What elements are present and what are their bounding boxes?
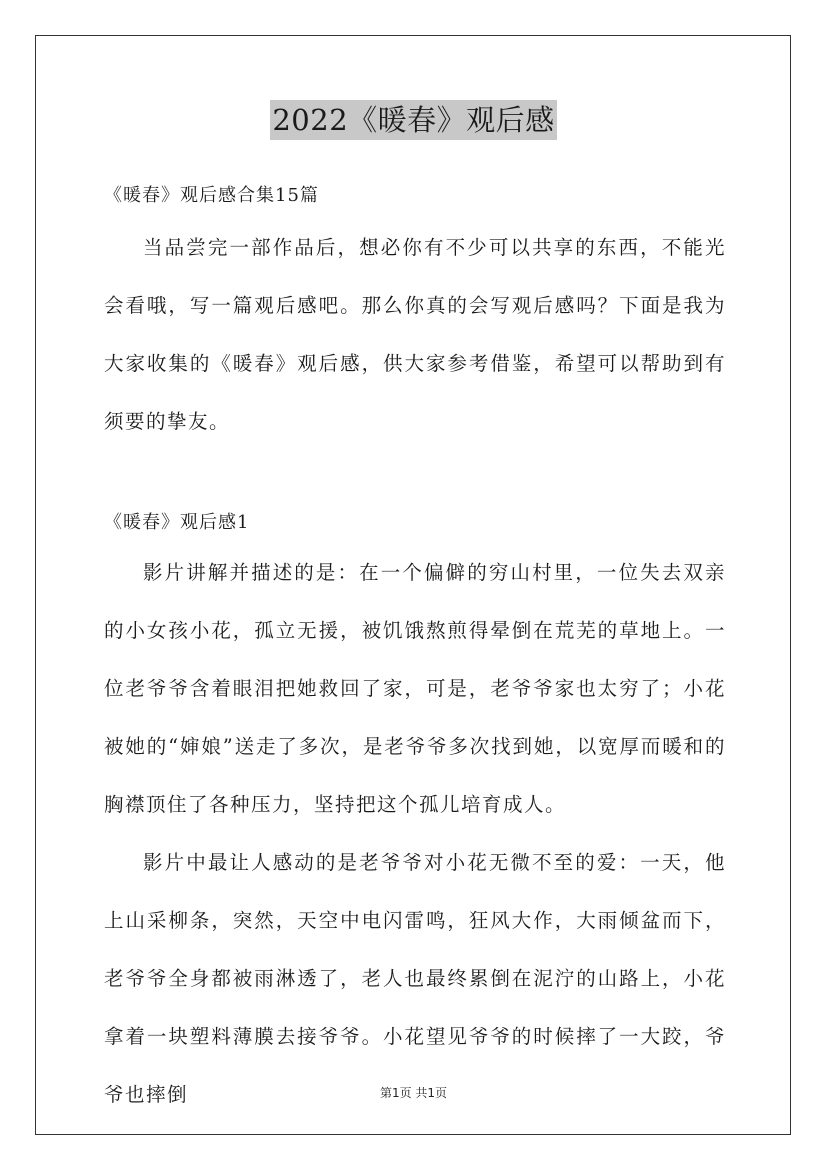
- body-paragraph-1: 影片讲解并描述的是：在一个偏僻的穷山村里，一位失去双亲的小女孩小花，孤立无援，被饥饿熬煎得晕倒在荒芜的草地上。一位老爷爷含着眼泪把她救回了家，可是，老爷爷家也太穷了；小花被她的“婶娘”送走了多次，是老爷爷多次找到她，以宽厚而暖和的胸襟顶住了各种压力，坚持把这个孤儿培育成人。: [104, 561, 726, 816]
- intro-paragraph: 当品尝完一部作品后，想必你有不少可以共享的东西，不能光会看哦，写一篇观后感吧。那么你真的会写观后感吗？下面是我为大家收集的《暖春》观后感，供大家参考借鉴，希望可以帮助到有须要的挚友。: [104, 236, 726, 433]
- title-wrap: [0, 100, 827, 140]
- intro-block: [104, 219, 726, 451]
- page-footer: 第1页 共1页: [379, 1086, 448, 1100]
- subtitle: 《暖春》观后感合集15篇: [104, 185, 319, 206]
- section-heading: 《暖春》观后感1: [104, 512, 250, 533]
- section-body: [104, 544, 726, 1124]
- body-paragraph-2: 影片中最让人感动的是老爷爷对小花无微不至的爱：一天，他上山采柳条，突然，天空中电闪雷鸣，狂风大作，大雨倾盆而下，老爷爷全身都被雨淋透了，老人也最终累倒在泥泞的山路上，小花拿着一块塑料薄膜去接爷爷。小花望见爷爷的时候摔了一大跤，爷爷也摔倒: [104, 851, 726, 1106]
- document-title: 2022《暖春》观后感: [270, 100, 556, 140]
